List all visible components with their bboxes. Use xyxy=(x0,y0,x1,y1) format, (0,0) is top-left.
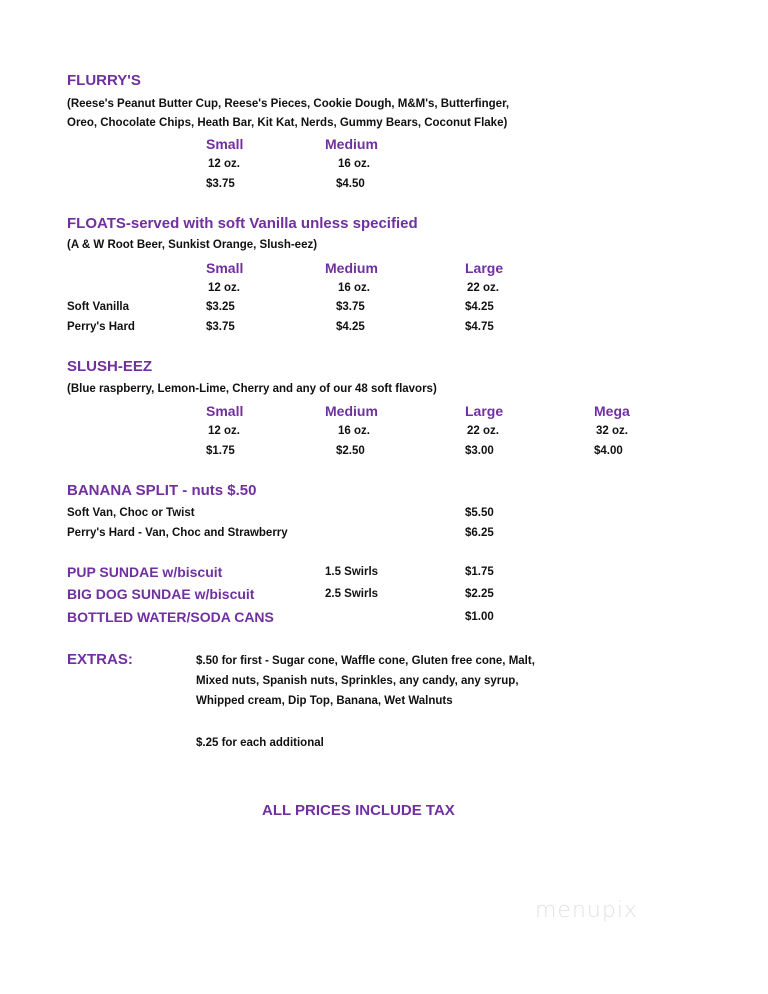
row-label: Soft Vanilla xyxy=(67,301,129,313)
extras-line: Whipped cream, Dip Top, Banana, Wet Walnuts xyxy=(196,695,453,707)
size-oz: 12 oz. xyxy=(208,282,240,294)
size-oz: 16 oz. xyxy=(338,425,370,437)
row-label: Perry's Hard xyxy=(67,321,135,333)
flurrys-title: FLURRY'S xyxy=(67,72,141,89)
size-oz: 22 oz. xyxy=(467,425,499,437)
price: $1.75 xyxy=(465,566,494,578)
price: $3.75 xyxy=(206,178,235,190)
price: $4.25 xyxy=(336,321,365,333)
size-header: Mega xyxy=(594,403,630,419)
size-oz: 16 oz. xyxy=(338,158,370,170)
row-label: Soft Van, Choc or Twist xyxy=(67,507,195,519)
size-header: Small xyxy=(206,260,244,276)
price: $1.00 xyxy=(465,611,494,623)
item-note: 2.5 Swirls xyxy=(325,588,379,600)
price: $3.00 xyxy=(465,445,494,457)
price: $5.50 xyxy=(465,507,494,519)
size-oz: 12 oz. xyxy=(208,425,240,437)
size-header: Medium xyxy=(325,136,378,152)
size-header: Small xyxy=(206,403,244,419)
size-header: Medium xyxy=(325,260,378,276)
price: $2.25 xyxy=(465,588,494,600)
row-label: Perry's Hard - Van, Choc and Strawberry xyxy=(67,527,288,539)
price: $4.00 xyxy=(594,445,623,457)
price: $2.50 xyxy=(336,445,365,457)
size-oz: 32 oz. xyxy=(596,425,628,437)
size-header: Large xyxy=(465,403,504,419)
price: $6.25 xyxy=(465,527,494,539)
item-title: BIG DOG SUNDAE w/biscuit xyxy=(67,586,255,602)
flurrys-desc: Oreo, Chocolate Chips, Heath Bar, Kit Kat, Nerds, Gummy Bears, Coconut Flake) xyxy=(67,117,508,129)
extras-title: EXTRAS: xyxy=(67,651,133,668)
size-oz: 22 oz. xyxy=(467,282,499,294)
slusheez-desc: (Blue raspberry, Lemon-Lime, Cherry and any of our 48 soft flavors) xyxy=(67,383,437,395)
size-header: Small xyxy=(206,136,244,152)
size-oz: 16 oz. xyxy=(338,282,370,294)
price: $4.75 xyxy=(465,321,494,333)
extras-line: Mixed nuts, Spanish nuts, Sprinkles, any candy, any syrup, xyxy=(196,675,519,687)
size-oz: 12 oz. xyxy=(208,158,240,170)
slusheez-title: SLUSH-EEZ xyxy=(67,358,153,375)
size-header: Medium xyxy=(325,403,378,419)
item-note: 1.5 Swirls xyxy=(325,566,379,578)
price: $4.50 xyxy=(336,178,365,190)
extras-line: $.50 for first - Sugar cone, Waffle cone, Gluten free cone, Malt, xyxy=(196,655,535,667)
extras-additional: $.25 for each additional xyxy=(196,737,324,749)
floats-title: FLOATS-served with soft Vanilla unless specified xyxy=(67,215,418,232)
price: $3.25 xyxy=(206,301,235,313)
watermark-logo: menupix xyxy=(535,898,638,923)
flurrys-desc: (Reese's Peanut Butter Cup, Reese's Pieces, Cookie Dough, M&M's, Butterfinger, xyxy=(67,98,510,110)
banana-title: BANANA SPLIT - nuts $.50 xyxy=(67,482,257,499)
item-title: BOTTLED WATER/SODA CANS xyxy=(67,609,274,625)
floats-desc: (A & W Root Beer, Sunkist Orange, Slush-eez) xyxy=(67,239,318,251)
price: $3.75 xyxy=(336,301,365,313)
size-header: Large xyxy=(465,260,504,276)
price: $3.75 xyxy=(206,321,235,333)
footer-note: ALL PRICES INCLUDE TAX xyxy=(262,802,455,819)
price: $4.25 xyxy=(465,301,494,313)
item-title: PUP SUNDAE w/biscuit xyxy=(67,564,223,580)
price: $1.75 xyxy=(206,445,235,457)
